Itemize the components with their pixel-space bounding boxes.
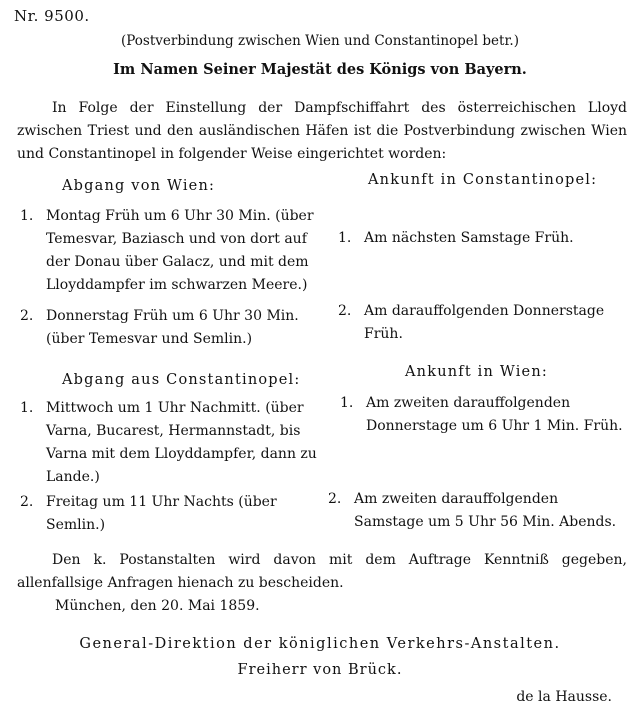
item-number: 1.	[340, 395, 354, 411]
arrival-constantinople-item-2	[338, 300, 638, 346]
arrival-vienna-item-1	[340, 392, 625, 438]
signature-primary: Freiherr von Brück.	[237, 662, 403, 678]
arrival-vienna-heading: Ankunft in Wien:	[405, 364, 548, 380]
item-text: Mittwoch um 1 Uhr Nachmitt. (über Varna, Bucarest, Hermannstadt, bis Varna mit dem Lloyddampfer, dann zu Lande.)	[46, 400, 317, 485]
departure-constantinople-item-2	[20, 491, 310, 537]
arrival-constantinople-item-1	[338, 227, 633, 250]
item-text: Am darauffolgenden Donnerstage Früh.	[364, 303, 605, 342]
item-number: 2.	[20, 308, 34, 324]
decree-number: Nr. 9500.	[14, 7, 90, 25]
departure-constantinople-item-1	[20, 397, 325, 489]
departure-constantinople-heading: Abgang aus Constantinopel:	[62, 372, 301, 388]
issuing-authority: General-Direktion der königlichen Verkehrs-Anstalten.	[79, 636, 561, 652]
item-number: 2.	[338, 303, 352, 319]
item-text: Montag Früh um 6 Uhr 30 Min. (über Temesvar, Baziasch und von dort auf der Donau über Galacz, und mit dem Lloyddampfer im schwarzen Meere.)	[46, 208, 314, 293]
item-text: Am nächsten Samstage Früh.	[364, 230, 574, 246]
item-text: Am zweiten darauffolgenden Donnerstage um 6 Uhr 1 Min. Früh.	[366, 395, 623, 434]
item-text: Freitag um 11 Uhr Nachts (über Semlin.)	[46, 494, 277, 533]
date-line: München, den 20. Mai 1859.	[55, 598, 260, 614]
departure-vienna-item-2	[20, 305, 320, 351]
item-number: 1.	[20, 208, 34, 224]
arrival-constantinople-heading: Ankunft in Constantinopel:	[368, 172, 598, 188]
item-number: 2.	[328, 491, 342, 507]
closing-paragraph: Den k. Postanstalten wird davon mit dem Auftrage Kenntniß gegeben, allenfallsige Anfragen hienach zu bescheiden.	[17, 552, 627, 591]
decree-heading: Im Namen Seiner Majestät des Königs von Bayern.	[113, 61, 527, 78]
arrival-vienna-item-2	[328, 488, 628, 534]
departure-vienna-heading: Abgang von Wien:	[62, 178, 216, 194]
item-number: 2.	[20, 494, 34, 510]
departure-vienna-item-1	[20, 205, 320, 297]
signature-secondary: de la Hausse.	[516, 689, 612, 705]
subject-line: (Postverbindung zwischen Wien und Constantinopel betr.)	[120, 33, 519, 49]
item-number: 1.	[20, 400, 34, 416]
item-text: Am zweiten darauffolgenden Samstage um 5 Uhr 56 Min. Abends.	[354, 491, 617, 530]
item-number: 1.	[338, 230, 352, 246]
item-text: Donnerstag Früh um 6 Uhr 30 Min. (über Temesvar und Semlin.)	[46, 308, 299, 347]
intro-paragraph: In Folge der Einstellung der Dampfschiffahrt des österreichischen Lloyd zwischen Triest und den ausländischen Häfen ist die Postverbindung zwischen Wien und Constantinopel in folgender Weise eingerichtet worden:	[17, 100, 627, 162]
